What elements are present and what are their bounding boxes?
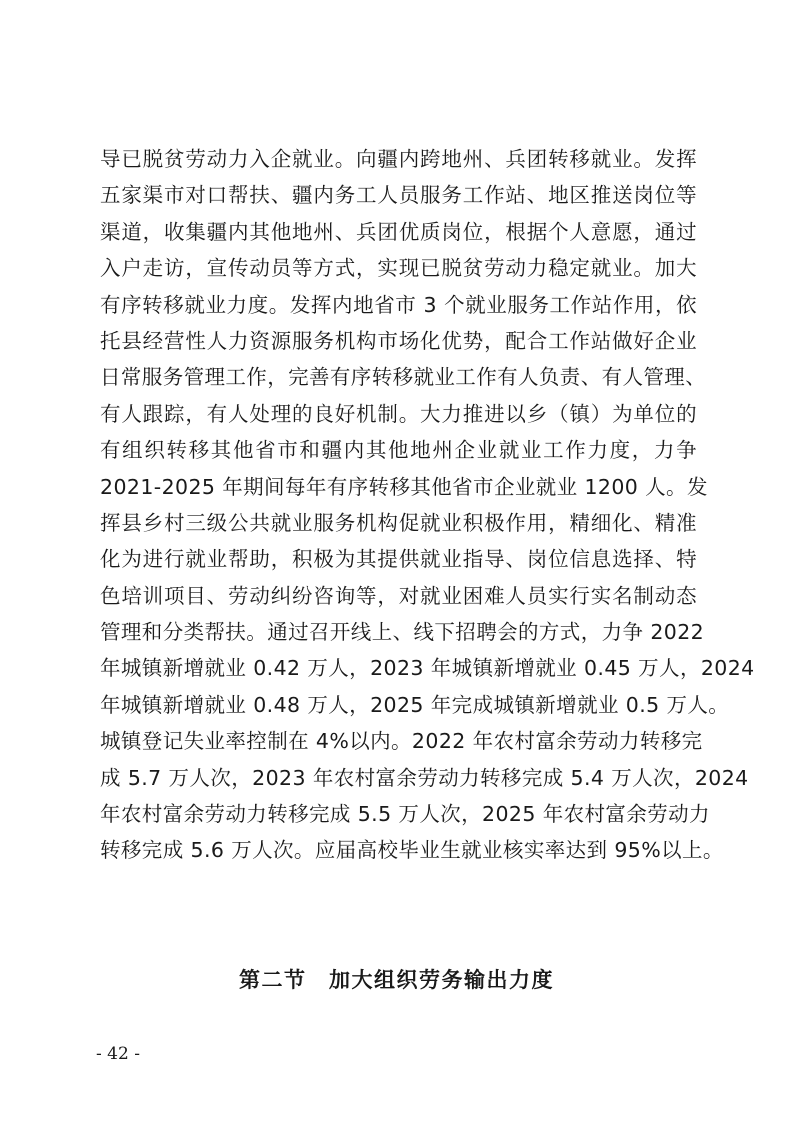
paragraph-line: 管理和分类帮扶。通过召开线上、线下招聘会的方式，力争 2022 [100, 620, 705, 645]
section-heading: 第二节 加大组织劳务输出力度 [239, 968, 554, 992]
paragraph-line: 年城镇新增就业 0.42 万人，2023 年城镇新增就业 0.45 万人，2024 [100, 656, 755, 681]
paragraph-line: 城镇登记失业率控制在 4%以内。2022 年农村富余劳动力转移完 [100, 729, 703, 754]
paragraph-line: 色培训项目、劳动纠纷咨询等，对就业困难人员实行实名制动态 [100, 583, 697, 608]
paragraph-line: 有序转移就业力度。发挥内地省市 3 个就业服务工作站作用，依 [100, 292, 697, 317]
paragraph-line: 导已脱贫劳动力入企就业。向疆内跨地州、兵团转移就业。发挥 [100, 147, 697, 171]
paragraph-line: 有组织转移其他省市和疆内其他地州企业就业工作力度，力争 [100, 438, 697, 463]
paragraph-line: 化为进行就业帮助，积极为其提供就业指导、岗位信息选择、特 [100, 547, 697, 572]
paragraph-line: 挥县乡村三级公共就业服务机构促就业积极作用，精细化、精准 [100, 510, 697, 535]
paragraph-line: 入户走访，宣传动员等方式，实现已脱贫劳动力稳定就业。加大 [100, 256, 697, 281]
paragraph-line: 年城镇新增就业 0.48 万人，2025 年完成城镇新增就业 0.5 万人。 [100, 692, 730, 717]
paragraph-line: 成 5.7 万人次，2023 年农村富余劳动力转移完成 5.4 万人次，2024 [100, 765, 749, 790]
paragraph-line: 年农村富余劳动力转移完成 5.5 万人次，2025 年农村富余劳动力 [100, 802, 710, 827]
paragraph-line: 日常服务管理工作，完善有序转移就业工作有人负责、有人管理、 [100, 365, 707, 390]
paragraph-line: 托县经营性人力资源服务机构市场化优势，配合工作站做好企业 [100, 328, 697, 353]
paragraph-line: 转移完成 5.6 万人次。应届高校毕业生就业核实率达到 95%以上。 [100, 838, 724, 863]
paragraph-line: 2021-2025 年期间每年有序转移其他省市企业就业 1200 人。发 [100, 474, 708, 499]
page-number: - 42 - [96, 1044, 140, 1064]
paragraph-line: 有人跟踪，有人处理的良好机制。大力推进以乡（镇）为单位的 [100, 401, 697, 426]
paragraph-line: 渠道，收集疆内其他地州、兵团优质岗位，根据个人意愿，通过 [100, 219, 697, 244]
paragraph-line: 五家渠市对口帮扶、疆内务工人员服务工作站、地区推送岗位等 [100, 183, 697, 208]
body-paragraph [100, 141, 755, 869]
